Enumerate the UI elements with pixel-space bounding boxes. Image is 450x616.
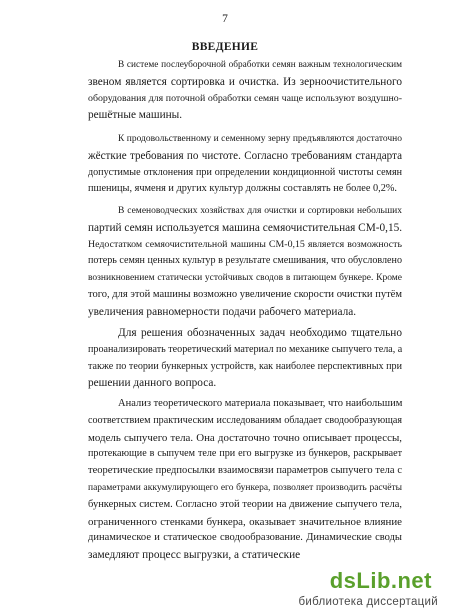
paragraph-line: бункерных систем. Согласно этой теории на движение сыпучего тела, xyxy=(88,498,402,510)
paragraph-line: также по теории бункерных устройств, как наиболее перспективных при xyxy=(88,360,402,372)
paragraph-line: В семеноводческих хозяйствах для очистки и сортировки небольших xyxy=(118,206,402,216)
watermark-subtitle: библиотека диссертаций xyxy=(298,596,438,608)
paragraph-line: партий семян используется машина семяочистительная СМ-0,15. xyxy=(88,221,403,234)
paragraph-line: решётные машины. xyxy=(88,109,183,122)
paragraph-line: потерь семян ценных культур в результате смешивания, что обусловлено xyxy=(88,255,402,267)
section-heading: ВВЕДЕНИЕ xyxy=(191,41,259,53)
paragraph-line: жёсткие требования по чистоте. Согласно требованиям стандарта xyxy=(88,149,402,162)
paragraph-1 xyxy=(88,57,402,124)
paragraph-line: проанализировать теоретический материал по механике сыпучего тела, а xyxy=(88,343,403,355)
paragraph-line: пшеницы, ячменя и других культур должны составлять не более 0,2%. xyxy=(88,183,398,195)
paragraph-line: звеном является сортировка и очистка. Из зерноочистительного xyxy=(88,75,402,88)
paragraph-line: увеличения равномерности подачи рабочего материала. xyxy=(88,305,357,318)
paragraph-line: того, для этой машины возможно увеличение скорости очистки путём xyxy=(88,288,402,300)
paragraph-3 xyxy=(88,203,402,321)
paragraph-line: Недостатком семяочистительной машины СМ-0,15 является возможность xyxy=(88,238,402,250)
watermark-logo: dsLib.net xyxy=(329,568,432,593)
paragraph-line: теоретические предпосылки взаимосвязи параметров сыпучего тела с xyxy=(88,465,402,477)
paragraph-line: Анализ теоретического материала показывает, что наибольшим xyxy=(118,398,403,409)
watermark[interactable] xyxy=(274,568,444,614)
page-number: 7 xyxy=(222,13,228,25)
paragraph-5 xyxy=(88,396,402,564)
paragraph-line: ограниченного стенками бункера, оказывает значительное влияние xyxy=(88,515,402,528)
paragraph-line: возникновением статически устойчивых сводов в питающем бункере. Кроме xyxy=(88,273,402,284)
paragraph-4 xyxy=(88,325,402,392)
paragraph-line: динамическое и статическое сводообразование. Динамические своды xyxy=(88,532,402,544)
paragraph-line: протекающие в сыпучем теле при его выгрузке из бункеров, раскрывает xyxy=(88,448,402,460)
paragraph-line: решении данного вопроса. xyxy=(88,377,217,390)
paragraph-line: К продовольственному и семенному зерну предъявляются достаточно xyxy=(118,134,402,144)
paragraph-line: Для решения обозначенных задач необходимо тщательно xyxy=(118,327,402,339)
paragraph-line: соответствием практическим исследованиям обладает сводообразующая xyxy=(88,414,402,426)
paragraph-2 xyxy=(88,131,402,198)
paragraph-line: модель сыпучего тела. Она достаточно точно описывает процессы, xyxy=(88,431,402,444)
paragraph-line: замедляют процесс выгрузки, а статические xyxy=(88,549,301,562)
paragraph-line: В системе послеуборочной обработки семян важным технологическим xyxy=(118,60,402,70)
paragraph-line: допустимые отклонения при определении кондиционной чистоты семян xyxy=(88,166,402,178)
paragraph-line: параметрами аккумулирующего его бункера, позволяет производить расчёты xyxy=(88,482,402,493)
paragraph-line: оборудования для поточной обработки семян чаще используют воздушно- xyxy=(88,92,402,104)
